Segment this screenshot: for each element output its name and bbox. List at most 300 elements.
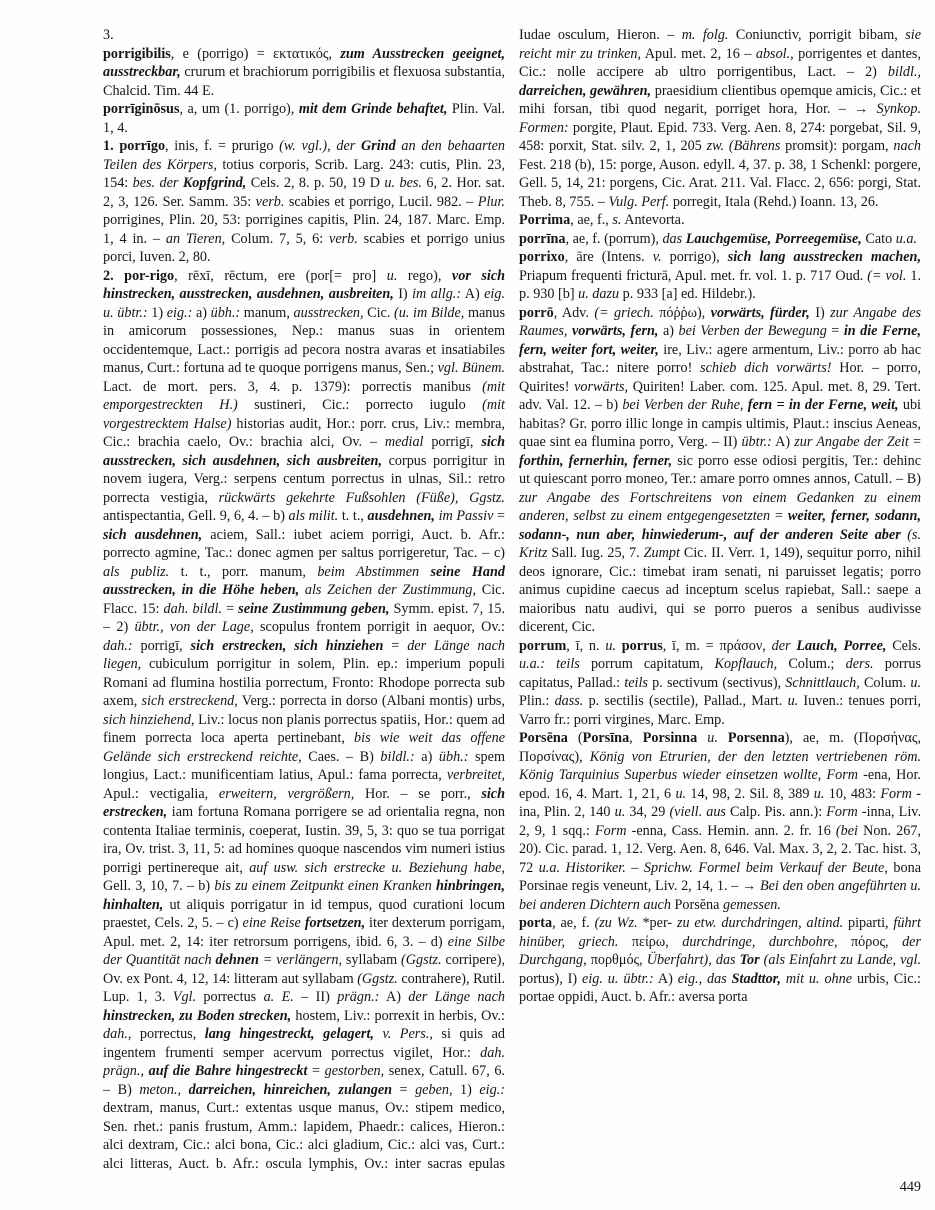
entry-text-run: Kopflauch, bbox=[714, 656, 778, 672]
entry-text-run: vor sich hinstrecken, ausstrecken, ausdehnen, ausbreiten, bbox=[103, 267, 506, 302]
entry-text-run: porrigo), bbox=[661, 249, 728, 265]
entry-text-run: ire, Liv.: agere armentum, Liv.: porro ab hac abstrahat, Tac.: nitere porro! bbox=[519, 341, 921, 376]
entry-headword: porrō bbox=[519, 304, 554, 321]
entry-text-run: mit dem Grinde behaftet, bbox=[298, 101, 448, 117]
entry-text-run: (mit emporgestreckten H.) bbox=[103, 378, 505, 413]
entry-text-run: verb. bbox=[255, 193, 285, 210]
entry-text-run: u. bbox=[605, 637, 616, 654]
entry-text-run: , āre (Intens. bbox=[564, 249, 653, 265]
entry-text-run: dah., bbox=[103, 1026, 132, 1042]
entry-text-run: bis wie weit das offene Gelände sich erstreckend reichte, bbox=[103, 730, 505, 765]
dictionary-entry bbox=[103, 26, 505, 45]
entry-headword: 1. porrīgo bbox=[103, 138, 166, 154]
entry-text-run: porgite, Plaut. Epid. 733. Verg. Aen. 8, 274: porgebat, Sil. 9, 458: porxit, Stat. silv. 2, 1, 205 bbox=[519, 119, 921, 154]
entry-text-run: A) bbox=[653, 970, 678, 987]
dictionary-entry bbox=[519, 304, 921, 637]
entry-text-run: Synkop. Formen: bbox=[519, 101, 921, 136]
entry-text-run: = bbox=[392, 1081, 416, 1098]
dictionary-entry bbox=[103, 100, 505, 137]
entry-text-run: sie reicht mir zu trinken, bbox=[519, 27, 921, 62]
entry-text-run: 3. bbox=[103, 27, 114, 43]
dictionary-entry bbox=[519, 914, 921, 1007]
entry-text-run: , e (porrigo) = εκτατικός, bbox=[170, 45, 341, 62]
entry-text-run: eig., das bbox=[677, 970, 732, 987]
entry-text-run: zw. (Bährens bbox=[706, 138, 781, 154]
entry-text-run: Caes. – B) bbox=[301, 748, 381, 765]
entry-text-run: Sall. Iug. 25, 7. bbox=[547, 545, 644, 561]
entry-text-run: hinstrecken, zu Boden strecken, bbox=[103, 1007, 292, 1024]
entry-text-run: 14, 98, 2. Sil. 8, 389 bbox=[686, 785, 814, 802]
entry-text-run: schieb dich vorwärts! bbox=[700, 360, 832, 376]
entry-text-run: 1) bbox=[147, 304, 167, 321]
entry-text-run: 6, 2. Hor. sat. 2, 3, 126. Ser. Samm. 35: bbox=[103, 175, 505, 210]
entry-text-run: sich ausstrecken, sich ausdehnen, sich ausbreiten, bbox=[103, 434, 505, 469]
entry-text-run bbox=[718, 730, 728, 746]
entry-text-run: t. t., porr. manum, bbox=[169, 563, 318, 580]
entry-text-run: a) bbox=[658, 323, 679, 339]
entry-text-run: fern = in der Ferne, weit, bbox=[747, 397, 899, 413]
entry-text-run: absol., bbox=[755, 45, 794, 62]
entry-text-run: hostem, Liv.: porrexit in herbis, Ov.: bbox=[291, 1007, 505, 1024]
entry-text-run: nach bbox=[893, 138, 921, 154]
entry-text-run: antispectantia, Gell. 9, 6, 4. – b) bbox=[103, 508, 289, 524]
entry-text-run: Schnittlauch, bbox=[785, 674, 860, 691]
entry-text-run: porrectus bbox=[196, 989, 264, 1005]
entry-text-run: lang hingestreckt, gelagert, bbox=[204, 1026, 374, 1042]
entry-text-run: (viell. aus bbox=[669, 804, 726, 820]
entry-text-run: übh.: bbox=[210, 304, 241, 321]
entry-text-run: I) bbox=[393, 286, 413, 302]
entry-text-run: piparti, bbox=[843, 915, 894, 931]
entry-text-run: Cels. bbox=[886, 637, 921, 654]
entry-text-run: gemessen. bbox=[722, 896, 781, 913]
entry-text-run: aciem, Sall.: iubet aciem porrigi, Auct. b. Afr.: porrecto agmine, Tac.: donec agmen per saltus porrigeretur, Tac. – c) bbox=[103, 526, 505, 561]
entry-text-run: si quis ad ingentem frumenti semper acervum porrectus vigilet, Hor.: bbox=[103, 1026, 505, 1061]
entry-text-run: πορθμός, bbox=[586, 952, 647, 968]
entry-text-run: praesidium clientibus opemque amicis, Cic.: et mihi forsan, tibi quod negarit, porriget hora, Hor. – → bbox=[519, 82, 921, 117]
entry-text-run: historias audit, Hor.: porr. crus, Liv.: membra, Cic.: brachia caelo, Ov.: brachia alci, Ov. – bbox=[103, 415, 505, 450]
entry-text-run: Plin. Val. 1, 4. bbox=[103, 101, 505, 136]
entry-text-run: ausdehnen, bbox=[367, 508, 435, 524]
entry-text-run: ), ae, m. (Πορσήνας, Πορσίνας), bbox=[519, 730, 921, 765]
entry-text-run: I) bbox=[809, 304, 831, 321]
entry-text-run: porrum capitatum, bbox=[579, 656, 715, 672]
entry-text-run: vorwärts, fern, bbox=[571, 323, 659, 339]
entry-text-run: Quiriten! Laber. com. 125. Apul. met. 8, 29. Tert. adv. Val. 12. – b) bbox=[519, 378, 921, 413]
entry-text-run: u. bbox=[813, 785, 825, 802]
entry-text-run: s. bbox=[612, 212, 622, 228]
entry-text-run: als publiz. bbox=[103, 563, 170, 580]
entry-text-run: syllabam bbox=[342, 952, 402, 968]
entry-text-run: eig. u. übtr.: bbox=[582, 970, 654, 987]
entry-text-run: iam fortuna Romana porrigere se ad orientalia regna, non contenta Italiae terminis, coeperat, Iustin. 39, 5, 3: quo se tua porrigat ira, Ov. trist. 3, 11, 5: ad homines quoque nascendos vim numeri istius porrigi pertinereque ait, bbox=[103, 804, 505, 876]
entry-text-run: ubi habitas? Gr. porro illic longe in campis ultimis, Plaut.: inscius Aeneas, quae sint ea flumina porro, Verg. – II) bbox=[519, 397, 921, 450]
entry-text-run: porrigines, Plin. 20, 53: porrigines capitis, Plin. 24, 187. Marc. Emp. 1, 4 in. – bbox=[103, 212, 505, 247]
entry-text-run: Cels. 2, 8. p. 50, 19 D bbox=[246, 175, 385, 191]
entry-text-run: πόρος, bbox=[837, 933, 903, 950]
entry-text-run: an Tieren, bbox=[165, 230, 226, 247]
entry-text-run: der Durchgang, bbox=[519, 933, 921, 968]
entry-text-run: manum, bbox=[240, 304, 294, 321]
entry-text-run: gestorben, bbox=[324, 1063, 385, 1079]
entry-text-run: 10, 483: bbox=[824, 785, 881, 802]
entry-text-run: (zu Wz. bbox=[594, 915, 638, 931]
entry-text-run: senex, Catull. 67, 6. – B) bbox=[103, 1063, 505, 1098]
entry-text-run: p. 933 [a] ed. Hildebr.). bbox=[619, 286, 756, 302]
entry-headword: 2. por-rigo bbox=[103, 267, 175, 284]
entry-text-run: übtr., von der Lage, bbox=[134, 619, 254, 635]
entry-text-run: Zumpt bbox=[643, 545, 680, 561]
entry-text-run: contrahere), Rutil. Lup. 1, 3. bbox=[103, 970, 506, 1005]
entry-text-run: vgl. Bünem. bbox=[437, 360, 506, 376]
dictionary-entry bbox=[519, 211, 921, 230]
entry-text-run: corpus porrigitur in novem iugera, Verg.: serpens centum porrectus in ulnas, Sil.: retro porrecta vestigia, bbox=[103, 452, 505, 506]
entry-text-run: , bbox=[629, 730, 643, 746]
entry-text-run: mit u. ohne bbox=[780, 970, 853, 987]
entry-text-run: im allg.: bbox=[412, 286, 462, 302]
entry-text-run: dah.: bbox=[103, 637, 133, 654]
entry-text-run: ( bbox=[567, 730, 583, 746]
entry-headword: Porsēna bbox=[519, 730, 568, 746]
entry-text-run: eig.: bbox=[479, 1081, 505, 1098]
entry-text-run: a) bbox=[192, 304, 211, 321]
entry-text-run: weiter, ferner, sodann, sodann-, nun aber, hinwiederum-, auf der anderen Seite aber bbox=[519, 508, 921, 543]
entry-text-run: dah. bildl. bbox=[163, 600, 223, 617]
entry-text-run: darreichen, hinreichen, zulangen bbox=[188, 1081, 393, 1098]
entry-text-run: A) bbox=[379, 989, 409, 1005]
entry-text-run: , inis, f. = prurigo bbox=[165, 138, 280, 154]
entry-text-run: u. bbox=[675, 785, 687, 802]
entry-text-run: Lauchgemüse, Porreegemüse, bbox=[685, 230, 862, 247]
entry-text-run: sich erstreckend, bbox=[141, 693, 238, 709]
entry-text-run: in die Ferne, fern, weiter fort, weiter, bbox=[519, 323, 921, 358]
entry-text-run: u. dazu bbox=[578, 286, 620, 302]
entry-text-run: p. sectivum (sectivus), bbox=[647, 674, 786, 691]
dictionary-entry bbox=[519, 637, 921, 730]
entry-text-run: teils bbox=[545, 656, 580, 672]
entry-text-run: eine Reise bbox=[242, 915, 305, 931]
entry-text-run: Apul.: vectigalia, bbox=[103, 785, 219, 802]
entry-text-run: Fest. 218 (b), 15: porge, Auson. edyll. 4, 37. p. 38, 1 Schenkl: porgere, Gell. 5, 14, 21: porgens, Cic. Arat. 211. Val. Flacc. 2, 656: porgi, Stat. Theb. 8, 755. – bbox=[519, 156, 921, 210]
entry-text-run: = bbox=[493, 508, 505, 524]
entry-text-run: m. folg. bbox=[681, 27, 729, 43]
entry-text-run: Colum. 7, 5, 6: bbox=[225, 230, 330, 247]
entry-text-run: Cato bbox=[861, 230, 896, 247]
entry-text-run: (w. vgl.), der bbox=[279, 138, 361, 154]
entry-text-run: zum Ausstrecken geeignet, ausstreckbar, bbox=[103, 45, 506, 80]
entry-text-run: (mit vorgestrecktem Halse) bbox=[103, 397, 505, 432]
dictionary-entry bbox=[103, 137, 505, 267]
entry-text-run: *per- bbox=[637, 915, 677, 931]
entry-text-run: dextram, manus, Curt.: extentas usque manus, Ov.: stipem medico, Sen. rhet.: panis frustum, Amm.: lapidem, Phaedr.: calices, Hieron.: alci dextram, Cic.: alci bona, Cic.: alci gladium, Cic.: alci vas, Curt.: alci litteras, Auct. b. Afr.: oscula lymphis, Ov.: inter sacras epulas Iudae osculum, Hieron. – bbox=[103, 27, 682, 1172]
entry-text-run: Vgl. bbox=[172, 989, 197, 1005]
entry-text-run: rego), bbox=[397, 267, 452, 284]
entry-text-run: zu etw. durchdringen, altind. bbox=[676, 915, 844, 931]
entry-text-run: = bbox=[908, 434, 921, 450]
entry-text-run: 34, 29 bbox=[625, 804, 670, 820]
entry-text-run: eig.: bbox=[166, 304, 193, 321]
entry-text-run: rückwärts gekehrte Fußsohlen (Füße), Ggstz. bbox=[218, 489, 505, 506]
entry-text-run: 1. p. 930 [b] bbox=[519, 267, 921, 302]
entry-text-run: (s. Kritz bbox=[519, 526, 921, 561]
entry-text-run: Vulg. Perf. bbox=[608, 193, 670, 210]
entry-text-run: porrigī, bbox=[423, 434, 482, 450]
entry-text-run: portus), I) bbox=[519, 970, 583, 987]
entry-text-run: auf die Bahre hingestreckt bbox=[148, 1063, 308, 1079]
entry-text-run: scabies et porrigo, Lucil. 982. – bbox=[284, 193, 478, 210]
entry-text-run: der bbox=[771, 637, 797, 654]
entry-headword: porrum bbox=[519, 637, 567, 654]
entry-text-run: bildl.: bbox=[380, 748, 415, 765]
entry-text-run: bis zu einem Zeitpunkt einen Kranken bbox=[214, 878, 436, 894]
entry-text-run: scabies et porrigo unius porci, Iuven. 2, 80. bbox=[103, 230, 505, 265]
entry-text-run: als Zeichen der Zustimmung, bbox=[299, 582, 477, 598]
entry-text-run: sich hinziehend, bbox=[103, 711, 195, 728]
entry-text-run: übh.: bbox=[438, 748, 469, 765]
entry-text-run: Form bbox=[880, 785, 912, 802]
entry-text-run: sich erstrecken, bbox=[103, 785, 505, 820]
entry-text-run: sich erstrecken, sich hinziehen bbox=[190, 637, 384, 654]
entry-text-run: , Adv. bbox=[553, 304, 595, 321]
entry-text-run: (bei bbox=[835, 822, 858, 839]
entry-text-run: (= griech. bbox=[594, 304, 654, 321]
entry-text-run: A) bbox=[461, 286, 485, 302]
entry-text-run: Priapum frequenti fricturā, Apul. met. fr. vol. 1. p. 717 Oud. bbox=[519, 267, 868, 284]
dictionary-entry bbox=[519, 230, 921, 249]
entry-headword: porrīna bbox=[519, 230, 566, 247]
entry-text-run: bildl., bbox=[887, 64, 921, 80]
entry-text-run: , rēxī, rēctum, ere (por[= pro] bbox=[174, 267, 387, 284]
entry-text-run: eine Silbe der Quantität nach bbox=[103, 933, 505, 968]
entry-text-run: Grind bbox=[361, 138, 402, 154]
entry-text-run: meton., bbox=[139, 1081, 189, 1098]
entry-text-run: p. sectilis (sectile), Pallad., Mart. bbox=[583, 693, 788, 709]
entry-text-run: Cic. bbox=[363, 304, 395, 321]
entry-text-run: verbreitet, bbox=[446, 767, 505, 783]
entry-text-run: Iuven.: tenues porri, Varro fr.: porri virgines, Marc. Emp. bbox=[519, 693, 921, 728]
dictionary-entry bbox=[519, 729, 921, 914]
entry-text-run: führt hinüber, griech. bbox=[519, 915, 921, 950]
entry-text-run: Non. 267, 20). Cic. parad. 1, 12. Verg. Aen. 8, 646. Val. Max. 3, 2, 2. Tac. hist. 3, 72 bbox=[519, 822, 921, 876]
entry-text-run: der Länge nach bbox=[408, 989, 505, 1005]
entry-text-run: forthin, fernerhin, ferner, bbox=[519, 452, 673, 469]
entry-text-run bbox=[697, 730, 707, 746]
entry-text-run: König von Etrurien, der den letzten vertriebenen röm. König Tarquinius Superbus wieder einsetzen wollte, Form bbox=[519, 748, 921, 783]
entry-text-run: Cic. Flacc. 15: bbox=[103, 582, 505, 617]
entry-text-run: a. E. bbox=[263, 989, 294, 1005]
entry-text-run: u.a.: bbox=[519, 656, 546, 672]
entry-text-run: Apul. met. 2, 16 – bbox=[641, 45, 756, 62]
entry-text-run: prägn.: bbox=[337, 989, 380, 1005]
entry-text-run: Hor. – se porr., bbox=[354, 785, 482, 802]
entry-text-run: seine Hand ausstrecken, in die Höhe heben, bbox=[103, 563, 506, 598]
entry-text-run: sic porro esse odiosi pergitis, Ter.: dehinc ut quiescant porro moneo, Ter.: amare porro omnes annos, Catull. – B) bbox=[519, 452, 921, 487]
entry-text-run: crurum et brachiorum porrigibilis et flexuosa substantia, Chalcid. Tim. 44 E. bbox=[103, 64, 505, 99]
entry-text-run: sich lang ausstrecken machen, bbox=[727, 249, 921, 265]
dictionary-entry bbox=[103, 45, 505, 101]
entry-text-run: (als Einfahrt zu Lande, vgl. bbox=[759, 952, 921, 968]
entry-text-run: promsit): porgam, bbox=[780, 138, 894, 154]
entry-text-run: auf usw. sich erstrecke u. Beziehung habe, bbox=[249, 859, 505, 876]
entry-text-run: zur Angabe des Fortschreitens von einem Gedanken zu einem anderen, selbst zu einem entgegengesetzten bbox=[519, 489, 921, 524]
entry-headword: Porsīna bbox=[582, 730, 630, 746]
entry-text-run: Stadttor, bbox=[731, 970, 781, 987]
entry-text-run: Form bbox=[826, 804, 858, 820]
entry-text-run: (Ggstz. bbox=[401, 952, 442, 968]
entry-text-run: spem longius, Lact.: munificentiam latius, Apul.: fama porrecta, bbox=[103, 748, 505, 783]
entry-text-run: -ena, Hor. epod. 16, 4. Mart. 1, 21, 6 bbox=[519, 767, 921, 802]
entry-text-run: = bbox=[222, 600, 239, 617]
entry-text-run: durchdringe, durchbohre, bbox=[682, 933, 838, 950]
entry-text-run: ausstrecken, bbox=[293, 304, 364, 321]
entry-text-run: darreichen, gewähren, bbox=[519, 82, 652, 99]
entry-text-run: bei Verben der Ruhe, bbox=[622, 397, 748, 413]
entry-text-run: seine Zustimmung geben, bbox=[238, 600, 390, 617]
entry-text-run: dah. prägn., bbox=[103, 1044, 505, 1079]
entry-text-run: -inna, Liv. 2, 9, 1 sqq.: bbox=[519, 804, 921, 839]
entry-text-run: πείρω, bbox=[618, 933, 683, 950]
entry-text-run: Lauch, Porree, bbox=[796, 637, 887, 654]
entry-text-run: manus in amicorum possessiones, Nep.: manus suas in orientem occidentemque, Lact.: porrigis ad pecora nostra avaras et insatiabiles manus, Curt.: fortuna ad te quoque porrigens manus, Sen.; bbox=[103, 304, 505, 376]
entry-text-run: an den behaarten Teilen des Körpers, bbox=[103, 138, 505, 173]
entry-text-run: Lact. de mort. pers. 3, 4. p. 1379): porrectis manibus bbox=[103, 378, 483, 395]
entry-text-run: , ae, f. bbox=[552, 915, 595, 931]
entry-text-run: corripere), Ov. ex Pont. 4, 12, 14: litteram aut syllabam bbox=[103, 952, 505, 987]
entry-text-run: bona Porsinae regis veneunt, Liv. 2, 14, 1. – → bbox=[519, 859, 921, 894]
entry-text-run: Liv.: locus non planis porrectus spatiis, Hor.: quem ad finem porrecta loca aperta pertinebant, bbox=[103, 711, 505, 746]
page-number: 449 bbox=[899, 1179, 921, 1195]
entry-text-run: -ina, Plin. 2, 140 bbox=[519, 785, 921, 820]
entry-text-run: u.a. bbox=[895, 230, 918, 247]
entry-text-run: Antevorta. bbox=[621, 212, 685, 228]
dictionary-entry bbox=[519, 248, 921, 304]
entry-headword: Porsenna bbox=[727, 730, 785, 746]
entry-text-run: Coniunctiv, porrigit bibam, bbox=[728, 27, 906, 43]
entry-text-run: geben, bbox=[415, 1081, 453, 1098]
entry-text-run: u.a. Historiker. – Sprichw. Formel beim Verkauf der Beute, bbox=[538, 859, 888, 876]
entry-text-run: πόῤῥω), bbox=[653, 304, 711, 321]
entry-text-run: verb. bbox=[329, 230, 358, 247]
entry-text-run: porrus capitatus, Pallad.: bbox=[519, 656, 921, 691]
entry-text-run: Plur. bbox=[477, 193, 505, 210]
entry-text-run: Kopfgrind, bbox=[182, 175, 247, 191]
entry-text-run: porrigī, bbox=[132, 637, 191, 654]
entry-text-run: der Länge nach liegen, bbox=[103, 637, 505, 672]
entry-text-run: bes. der bbox=[132, 175, 183, 191]
entry-text-run: Porsĕna bbox=[670, 896, 723, 913]
entry-text-run: = bbox=[307, 1063, 325, 1079]
entry-text-run: u. bbox=[910, 674, 921, 691]
entry-text-run: u. bbox=[386, 267, 398, 284]
entry-text-run: , ae, f. (porrum), bbox=[565, 230, 663, 247]
entry-text-run: iter dexterum porrigam, Apul. met. 2, 14: iter retrorsum porrigens, ibid. 6, 3. – d) bbox=[103, 915, 505, 950]
entry-text-run: (= vol. bbox=[867, 267, 907, 284]
entry-text-run: medial bbox=[384, 434, 424, 450]
entry-text-run: t. t., bbox=[338, 508, 368, 524]
entry-text-run: Symm. epist. 7, 15. – 2) bbox=[103, 600, 505, 635]
entry-text-run: scopulus frontem porrigit in aequor, Ov.: bbox=[253, 619, 505, 635]
entry-text-run: dass. bbox=[554, 693, 584, 709]
entry-text-run: (Ggstz. bbox=[357, 970, 398, 987]
entry-text-run: erweitern, vergrößern, bbox=[218, 785, 355, 802]
entry-text-run: , ī, m. = πράσον, bbox=[662, 637, 772, 654]
entry-text-run: im Passiv bbox=[434, 508, 494, 524]
entry-text-run: Tor bbox=[739, 952, 760, 968]
entry-text-run: porrigentes et dantes, Cic.: nolle accipere ab ultro porrigentibus, Lact. – 2) bbox=[519, 45, 921, 80]
entry-text-run: übtr.: bbox=[741, 434, 772, 450]
entry-text-run: , ī, n. bbox=[566, 637, 606, 654]
entry-text-run: u. bbox=[614, 804, 626, 820]
entry-text-run: porregit, Itala (Rehd.) Ioann. 13, 26. bbox=[669, 193, 879, 210]
entry-headword: porrigibilis bbox=[103, 45, 171, 62]
entry-text-run: 1) bbox=[452, 1081, 480, 1098]
entry-text-run: Gell. 3, 10, 7. – b) bbox=[103, 878, 215, 894]
entry-text-run: hinbringen, hinhalten, bbox=[103, 878, 505, 913]
entry-text-run: dehnen bbox=[215, 952, 259, 968]
entry-text-run: , ae, f., bbox=[570, 212, 613, 228]
entry-text-run: urbis, Cic.: portae oppidi, Auct. b. Afr.: aversa porta bbox=[519, 970, 921, 1005]
entry-headword: porrīginōsus bbox=[103, 101, 180, 117]
entry-text-run: = verlängern, bbox=[258, 952, 343, 968]
entry-text-run: als milit. bbox=[288, 508, 339, 524]
entry-text-run: v. Pers., bbox=[373, 1026, 433, 1042]
entry-text-run: , a, um (1. porrigo), bbox=[179, 101, 299, 117]
entry-text-run: v. bbox=[652, 249, 662, 265]
entry-text-run: Calp. Pis. ann.): bbox=[725, 804, 827, 820]
entry-text-run: teils bbox=[624, 674, 648, 691]
entry-text-run: ut aliquis porrigatur in id tempus, quod curationi locum praestet, Cels. 2, 5. – c) bbox=[103, 896, 505, 931]
entry-text-run: porrectus, bbox=[131, 1026, 205, 1042]
entry-text-run: das bbox=[662, 230, 686, 247]
entry-text-run: sich ausdehnen, bbox=[103, 526, 203, 543]
entry-text-run: Plin.: bbox=[519, 693, 555, 709]
entry-text-run: Überfahrt), das bbox=[646, 952, 740, 968]
entry-text-run: -enna, Cass. Hemin. ann. 2. fr. 16 bbox=[626, 822, 836, 839]
entry-text-run: = bbox=[770, 508, 788, 524]
entry-text-run: = bbox=[826, 323, 844, 339]
entry-text-run: – II) bbox=[293, 989, 338, 1005]
entry-text-run: totius corporis, Scrib. Larg. 243: cutis, Plin. 23, 154: bbox=[103, 156, 505, 191]
entry-text-run: zur Angabe des Raumes, bbox=[519, 304, 921, 339]
entry-text-run: A) bbox=[771, 434, 795, 450]
entry-text-run: = bbox=[383, 637, 408, 654]
entry-text-run: Colum. bbox=[859, 674, 911, 691]
entry-text-run: (u. im Bilde, bbox=[394, 304, 465, 321]
entry-text-run: Form bbox=[594, 822, 627, 839]
entry-text-run: u. bes. bbox=[384, 175, 422, 191]
entry-text-run: a) bbox=[414, 748, 439, 765]
entry-text-run: sustineri, Cic.: porrecto iugulo bbox=[237, 397, 483, 413]
entry-headword: porrus bbox=[621, 637, 663, 654]
entry-text-run: Hor. – porro, Quirites! bbox=[519, 360, 921, 395]
entry-headword: porta bbox=[519, 915, 553, 931]
entry-text-run: bei Verben der Bewegung bbox=[678, 323, 827, 339]
entry-text-run: zur Angabe der Zeit bbox=[794, 434, 909, 450]
entry-text-run: fortsetzen, bbox=[304, 915, 366, 931]
entry-headword: Porrima bbox=[519, 212, 571, 228]
entry-text-run: Verg.: porrecta in dorso (Albani montis) urbs, bbox=[237, 693, 505, 709]
entry-headword: porrixo bbox=[519, 249, 565, 265]
entry-text-run: vorwärts, fürder, bbox=[710, 304, 810, 321]
entry-text-run: Bei den oben angeführten u. bei anderen Dichtern auch bbox=[519, 878, 921, 913]
entry-text-run: eig. u. übtr.: bbox=[103, 286, 505, 321]
entry-text-run: vorwärts, bbox=[574, 378, 629, 395]
entry-headword: Porsinna bbox=[642, 730, 698, 746]
entry-text-run: ders. bbox=[845, 656, 874, 672]
entry-text-run: u. bbox=[707, 730, 718, 746]
entry-text-run: u. bbox=[787, 693, 799, 709]
entry-text-run: Colum.; bbox=[777, 656, 846, 672]
